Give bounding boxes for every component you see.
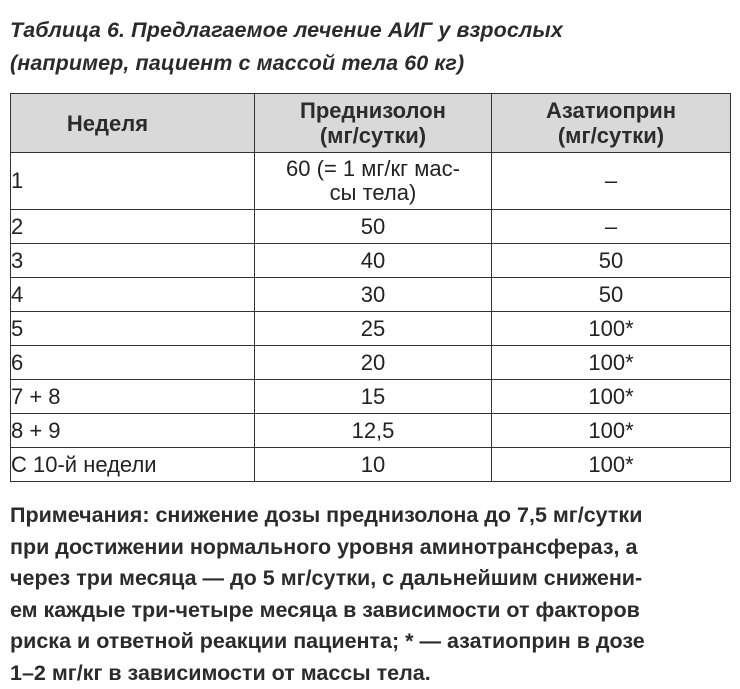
caption-title: Предлагаемое лечение АИГ у взрослых [131,18,563,42]
azathioprine-cell: – [492,210,731,244]
azathioprine-cell: 50 [492,244,731,278]
table-notes [10,500,730,689]
table-row [11,153,731,210]
azathioprine-cell: – [492,153,731,210]
week-cell: 2 [11,210,255,244]
azathioprine-cell: 100* [492,312,731,346]
caption-line-2: (например, пациент с массой тела 60 кг) [10,47,730,80]
prednisolone-cell: 40 [255,244,492,278]
treatment-table [10,93,731,482]
header-azathioprine-name: Азатиоприн [492,98,730,123]
week-cell: 8 + 9 [11,414,255,448]
table-row [11,414,731,448]
table-row [11,244,731,278]
caption-label: Таблица 6. [10,18,125,42]
azathioprine-cell: 100* [492,448,731,482]
header-azathioprine-unit: (мг/сутки) [492,123,730,148]
table-caption [10,14,730,80]
azathioprine-cell: 50 [492,278,731,312]
table-row [11,312,731,346]
azathioprine-cell: 100* [492,414,731,448]
table-row [11,210,731,244]
prednisolone-cell-line-1: 60 (= 1 мг/кг мас- [255,157,491,181]
notes-line: 1–2 мг/кг в зависимости от массы тела. [10,658,730,689]
prednisolone-cell: 10 [255,448,492,482]
notes-line: Примечания: снижение дозы преднизолона до 7,5 мг/сутки [10,500,730,532]
azathioprine-cell: 100* [492,380,731,414]
prednisolone-cell: 12,5 [255,414,492,448]
prednisolone-cell-line-2: сы тела) [255,181,491,205]
header-week: Неделя [11,94,255,153]
header-azathioprine [492,94,731,153]
prednisolone-cell: 20 [255,346,492,380]
notes-line: через три месяца — до 5 мг/сутки, с дальнейшим снижени- [10,563,730,595]
week-cell: 5 [11,312,255,346]
table-row [11,346,731,380]
notes-line: ем каждые три-четыре месяца в зависимости от факторов [10,595,730,627]
table-header-row [11,94,731,153]
week-cell: 1 [11,153,255,210]
notes-line: риска и ответной реакции пациента; * — азатиоприн в дозе [10,626,730,658]
week-cell: 3 [11,244,255,278]
table-row [11,448,731,482]
week-cell: С 10-й недели [11,448,255,482]
week-cell: 4 [11,278,255,312]
week-cell: 7 + 8 [11,380,255,414]
header-prednisolone-name: Преднизолон [255,98,491,123]
caption-line-1 [10,14,730,47]
table-row [11,278,731,312]
azathioprine-cell: 100* [492,346,731,380]
notes-line: при достижении нормального уровня аминотрансфераз, а [10,532,730,564]
prednisolone-cell: 50 [255,210,492,244]
week-cell: 6 [11,346,255,380]
prednisolone-cell: 30 [255,278,492,312]
prednisolone-cell [255,153,492,210]
table-row [11,380,731,414]
prednisolone-cell: 25 [255,312,492,346]
header-prednisolone [255,94,492,153]
header-prednisolone-unit: (мг/сутки) [255,123,491,148]
prednisolone-cell: 15 [255,380,492,414]
